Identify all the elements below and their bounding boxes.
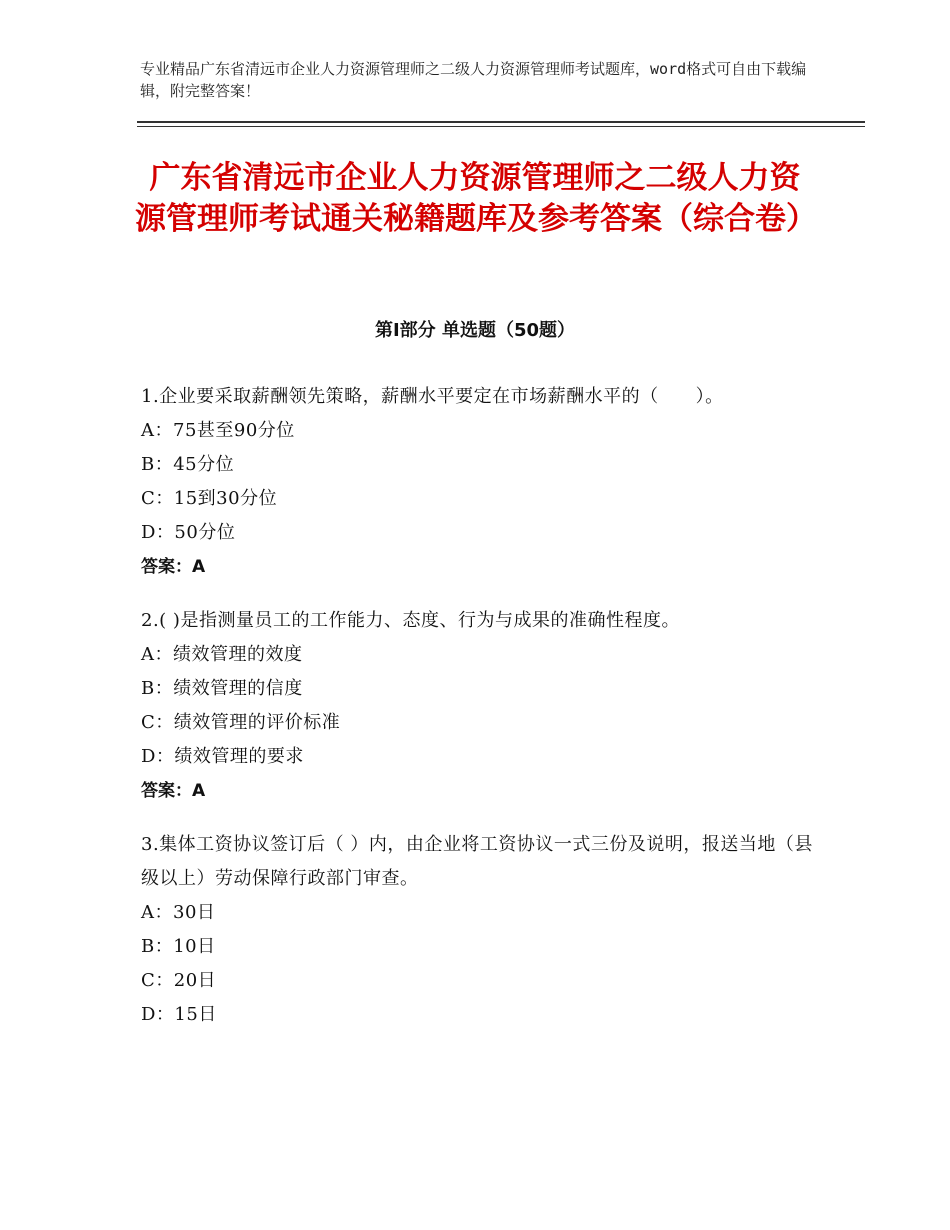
- section-title: 第Ⅰ部分 单选题（50题）: [374, 320, 575, 341]
- question-3: [141, 828, 831, 1032]
- option-c: C：20日: [141, 970, 217, 991]
- option-b: B：45分位: [141, 454, 235, 475]
- option-d: D：50分位: [141, 522, 236, 543]
- option-b: B：10日: [141, 936, 216, 957]
- option-a: A：75甚至90分位: [141, 420, 295, 441]
- answer-line: 答案：A: [141, 781, 206, 801]
- question-2: [141, 604, 831, 808]
- option-a: A：绩效管理的效度: [141, 644, 303, 665]
- question-1: [141, 380, 831, 584]
- question-stem: 3.集体工资协议签订后（ ）内，由企业将工资协议一式三份及说明，报送当地（县级以上）劳动保障行政部门审查。: [141, 834, 813, 889]
- header-note: 专业精品广东省清远市企业人力资源管理师之二级人力资源管理师考试题库，word格式可自由下载编辑，附完整答案！: [140, 60, 807, 100]
- header-rule-thin: [137, 126, 865, 127]
- option-b: B：绩效管理的信度: [141, 678, 303, 699]
- question-stem: 2.( )是指测量员工的工作能力、态度、行为与成果的准确性程度。: [141, 610, 680, 631]
- document-title: 广东省清远市企业人力资源管理师之二级人力资源管理师考试通关秘籍题库及参考答案（综合卷）: [135, 160, 817, 237]
- question-stem: 1.企业要采取薪酬领先策略，薪酬水平要定在市场薪酬水平的（ ）。: [141, 386, 724, 407]
- header-rule-thick: [137, 121, 865, 123]
- option-d: D：15日: [141, 1004, 217, 1025]
- option-c: C：绩效管理的评价标准: [141, 712, 341, 733]
- option-c: C：15到30分位: [141, 488, 278, 509]
- option-a: A：30日: [141, 902, 216, 923]
- question-list: [141, 380, 831, 1052]
- option-d: D：绩效管理的要求: [141, 746, 304, 767]
- answer-line: 答案：A: [141, 557, 206, 577]
